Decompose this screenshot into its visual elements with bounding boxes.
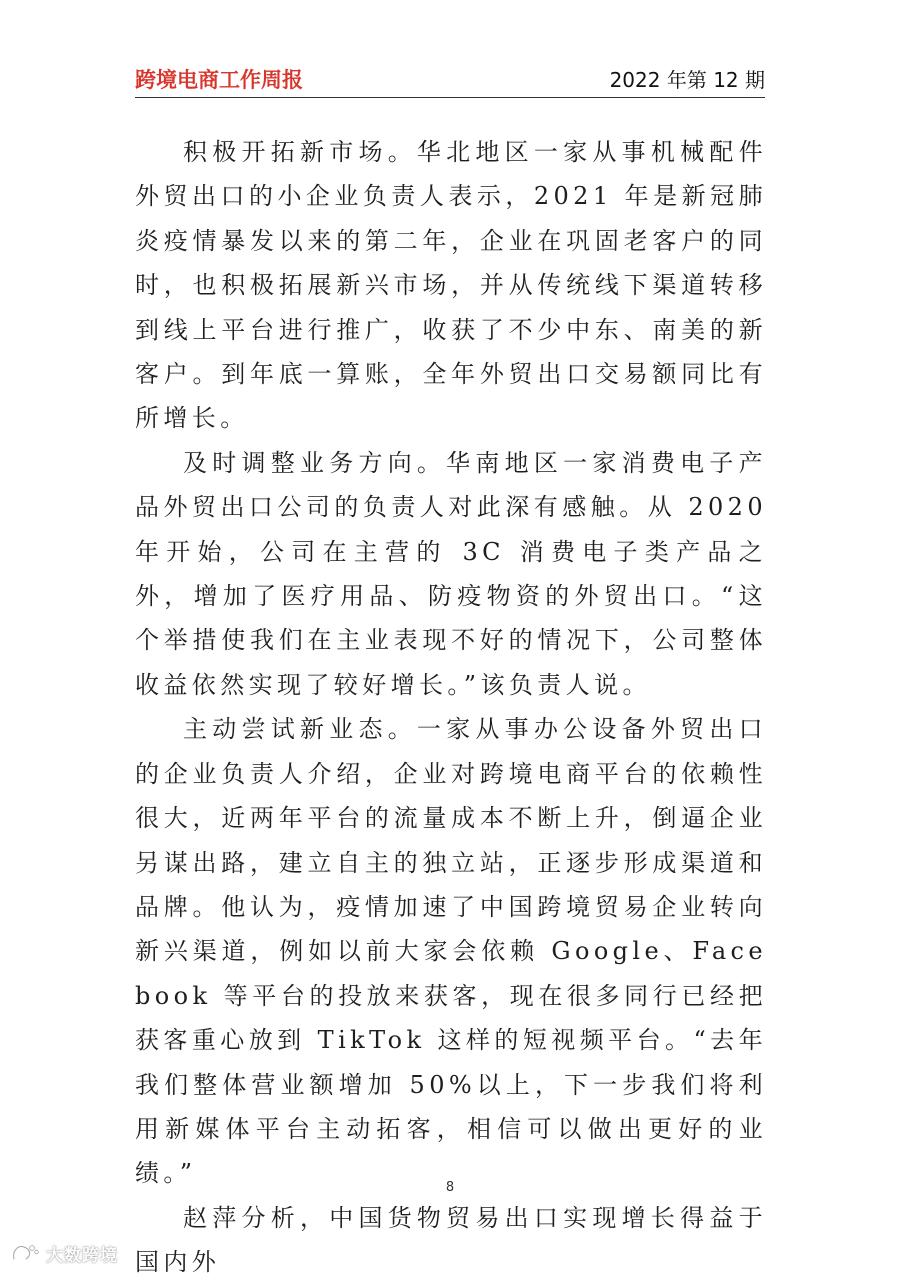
brand-logo-icon [10, 1241, 40, 1265]
page-number: 8 [445, 1180, 455, 1195]
header-divider [135, 97, 765, 98]
issue-number: 2022 年第 12 期 [609, 68, 765, 92]
article-body [135, 130, 767, 1285]
publication-title: 跨境电商工作周报 [135, 68, 303, 92]
paragraph-new-business-forms: 主动尝试新业态。一家从事办公设备外贸出口的企业负责人介绍，企业对跨境电商平台的依赖性很大，近两年平台的流量成本不断上升，倒逼企业另谋出路，建立自主的独立站，正逐步形成渠道和品牌。他认为，疫情加速了中国跨境贸易企业转向新兴渠道，例如以前大家会依赖 Google、Facebook 等平台的投放来获客，现在很多同行已经把获客重心放到 TikTok 这样的短视频平台。“去年我们整体营业额增加 50%以上，下一步我们将利用新媒体平台主动拓客，相信可以做出更好的业绩。” [135, 715, 767, 1188]
watermark-text: 大数跨境 [46, 1245, 118, 1266]
paragraph-business-direction: 及时调整业务方向。华南地区一家消费电子产品外贸出口公司的负责人对此深有感触。从 2020 年开始，公司在主营的 3C 消费电子类产品之外，增加了医疗用品、防疫物资的外贸出口。“这个举措使我们在主业表现不好的情况下，公司整体收益依然实现了较好增长。”该负责人说。 [135, 448, 767, 699]
watermark [10, 1238, 118, 1268]
page-header [135, 62, 765, 98]
paragraph-new-markets: 积极开拓新市场。华北地区一家从事机械配件外贸出口的小企业负责人表示，2021 年是新冠肺炎疫情暴发以来的第二年，企业在巩固老客户的同时，也积极拓展新兴市场，并从传统线下渠道转移到线上平台进行推广，收获了不少中东、南美的新客户。到年底一算账，全年外贸出口交易额同比有所增长。 [135, 138, 767, 433]
paragraph-analysis: 赵萍分析，中国货物贸易出口实现增长得益于国内外 [135, 1203, 767, 1277]
